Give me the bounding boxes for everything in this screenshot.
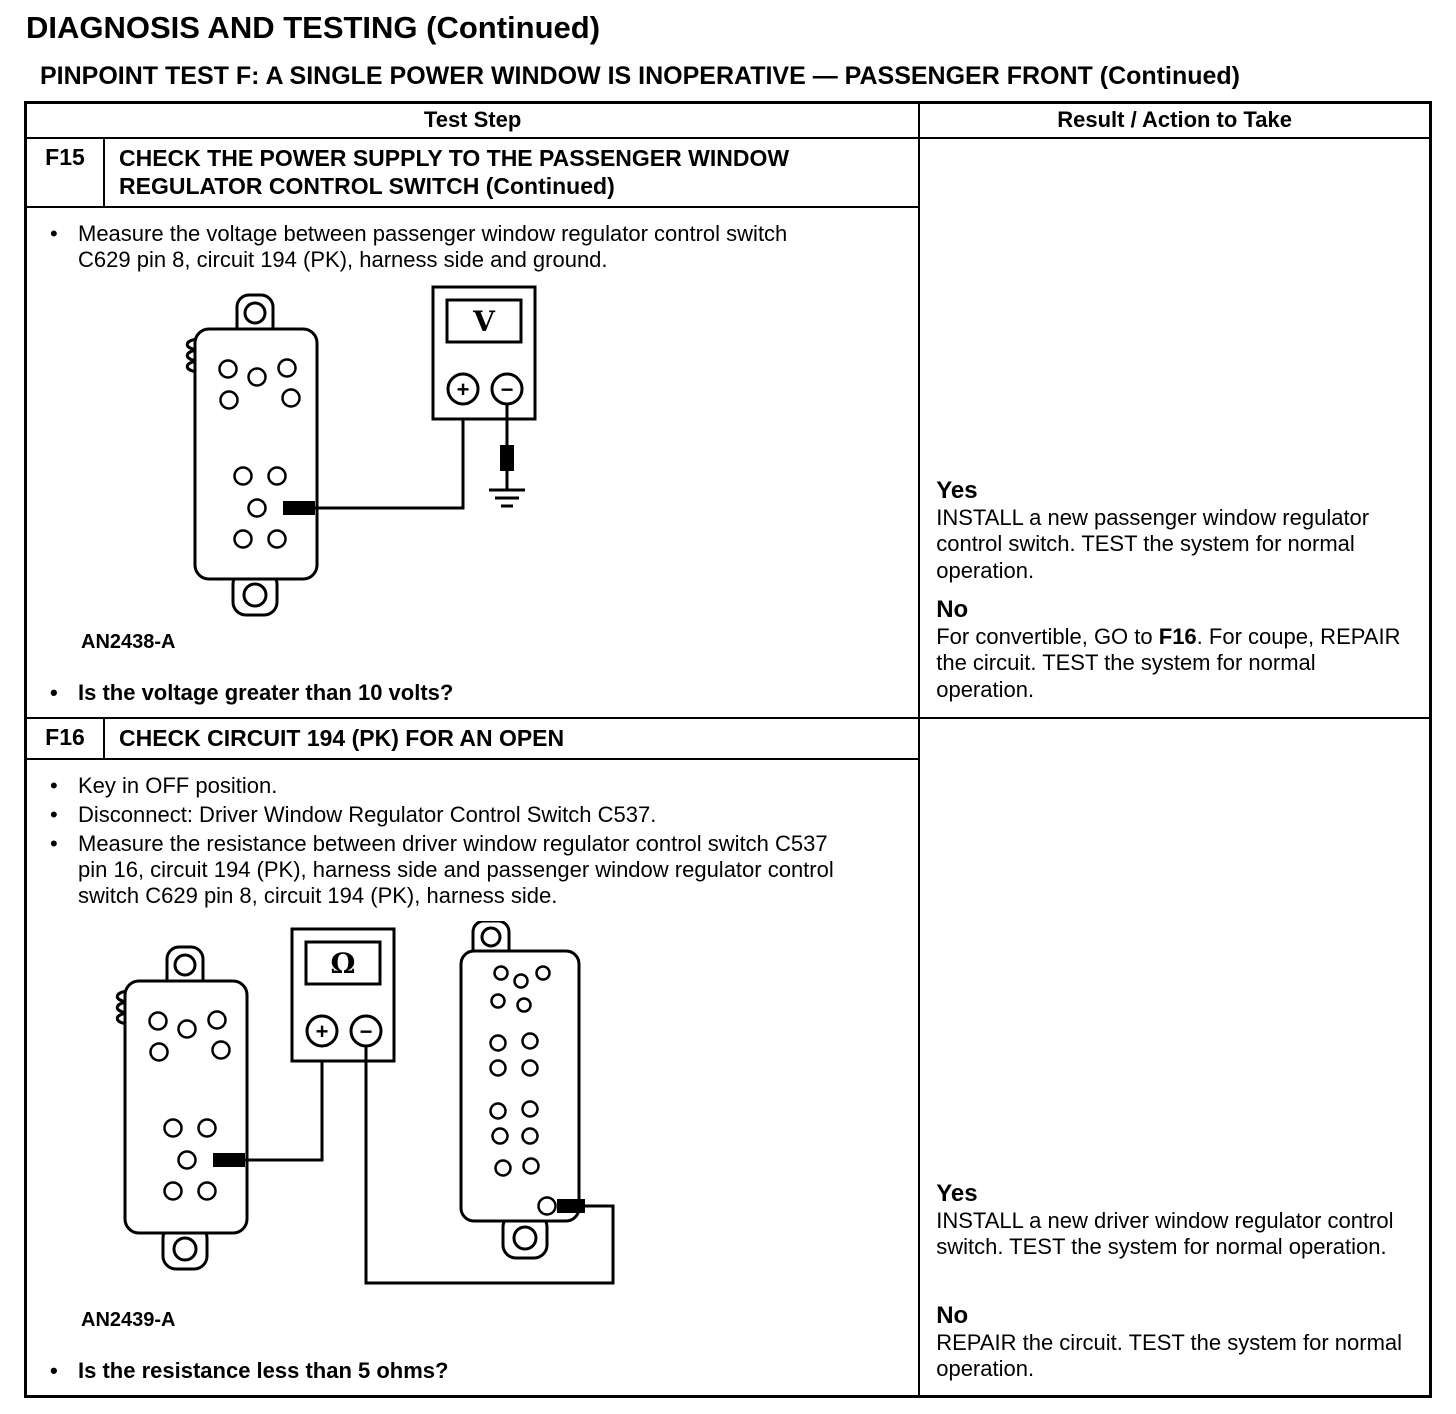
left-top-tab-hole (175, 955, 195, 975)
f15-yes-label: Yes (936, 477, 978, 505)
test-row-f15 (26, 138, 1431, 718)
page-title: DIAGNOSIS AND TESTING (Continued) (26, 10, 601, 45)
f16-step-title: CHECK CIRCUIT 194 (PK) FOR AN OPEN (119, 724, 565, 751)
driver-switch-connector (125, 981, 247, 1233)
f16-question-list (37, 1358, 910, 1384)
ground-symbol-icon (489, 490, 525, 506)
f16-no-block (936, 1302, 1417, 1382)
minus-sign: − (500, 377, 514, 402)
f16-step-id: F16 (27, 719, 105, 758)
f15-instructions (37, 221, 910, 273)
test-row-f16 (26, 718, 1431, 1396)
f15-no-label: No (936, 596, 969, 624)
bottom-tab-hole (244, 584, 266, 606)
f16-figure-label: AN2439-A (81, 1308, 176, 1331)
f15-no-action-part2: . For coupe, REPAIR the circuit. TEST the system for normal operation. (936, 623, 1401, 702)
f16-resistance-test-diagram (77, 921, 637, 1303)
f16-step-cell (26, 718, 920, 1396)
f16-step-body (27, 760, 918, 1395)
pinpoint-test-table (24, 101, 1432, 1398)
f16-instruction-bullet-3: • Measure the resistance between driver window regulator control switch C537 pin 16, circuit 194 (PK), harness side and passenger window regulator control switch C629 pin 8, circuit 194 (PK), harness side. (37, 831, 837, 909)
minus-sign: − (359, 1018, 373, 1044)
f16-result-cell (919, 718, 1430, 1396)
pinpoint-test-title: PINPOINT TEST F: A SINGLE POWER WINDOW IS INOPERATIVE — PASSENGER FRONT (Continued) (40, 62, 1240, 90)
passenger-switch-connector (461, 951, 579, 1221)
voltmeter (433, 287, 535, 419)
f15-figure (37, 285, 910, 654)
f15-yes-action: INSTALL a new passenger window regulator control switch. TEST the system for normal operation. (936, 505, 1370, 583)
top-tab-hole (245, 303, 265, 323)
f15-voltage-test-diagram (153, 285, 553, 625)
passenger-switch-connector (195, 329, 317, 579)
right-bottom-tab-hole (514, 1227, 536, 1249)
f15-step-body (27, 208, 918, 717)
left-test-lead-plug (213, 1153, 245, 1167)
f16-yes-block (936, 1180, 1417, 1260)
f15-instruction-bullet: • Measure the voltage between passenger window regulator control switch C629 pin 8, circuit 194 (PK), harness side and ground. (37, 221, 837, 273)
test-step-column-header: Test Step (26, 103, 920, 139)
right-top-tab-hole (482, 928, 500, 946)
left-bottom-tab-hole (174, 1238, 196, 1260)
f16-no-action: REPAIR the circuit. TEST the system for normal operation. (936, 1329, 1403, 1382)
plus-sign: + (456, 377, 470, 402)
f16-title-bar (27, 719, 918, 760)
right-test-lead-plug (557, 1199, 585, 1213)
f15-yes-block (936, 477, 1417, 584)
result-column-header: Result / Action to Take (919, 103, 1430, 139)
f15-figure-label: AN2438-A (81, 631, 176, 653)
f15-step-cell (26, 138, 920, 718)
f16-instructions (37, 773, 910, 909)
f15-no-action (936, 624, 1408, 703)
f16-instruction-bullet-1: • Key in OFF position. (37, 773, 837, 799)
f15-result-cell (919, 138, 1430, 718)
f16-yes-label: Yes (936, 1179, 978, 1207)
f15-step-id: F15 (27, 139, 105, 206)
f15-title-bar (27, 139, 918, 208)
test-lead-plug (283, 501, 315, 515)
f16-yes-action: INSTALL a new driver window regulator control switch. TEST the system for normal operation. (936, 1207, 1394, 1259)
voltmeter-symbol: V (473, 305, 495, 338)
f16-instruction-bullet-2: • Disconnect: Driver Window Regulator Control Switch C537. (37, 802, 837, 828)
f15-step-title: CHECK THE POWER SUPPLY TO THE PASSENGER WINDOW REGULATOR CONTROL SWITCH (Continued) (119, 145, 790, 200)
ohmmeter-symbol: Ω (330, 946, 356, 980)
plus-sign: + (315, 1018, 329, 1044)
f16-figure (37, 921, 910, 1332)
f15-no-action-part1: For convertible, GO to (936, 623, 1159, 649)
table-header-row (26, 103, 1431, 139)
f15-question-list (37, 680, 910, 706)
f16-no-label: No (936, 1302, 969, 1330)
f15-question: • Is the voltage greater than 10 volts? (37, 680, 837, 706)
f15-no-block (936, 596, 1417, 703)
positive-test-lead-wire (245, 1046, 322, 1160)
f16-question: • Is the resistance less than 5 ohms? (37, 1358, 837, 1384)
ohmmeter (292, 929, 394, 1061)
f15-no-action-bold-ref: F16 (1158, 623, 1197, 649)
